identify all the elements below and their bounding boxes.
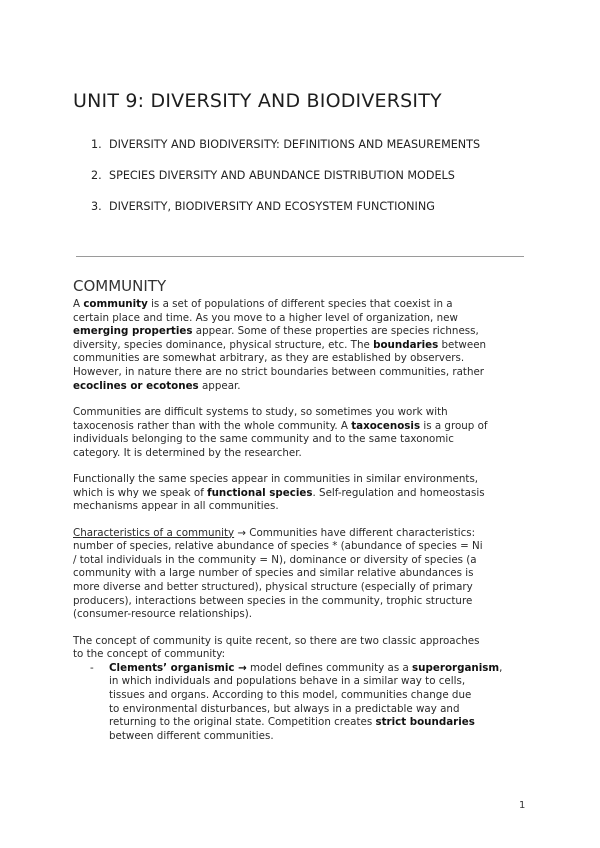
text-line: between different communities.	[109, 729, 274, 742]
text-run: which is why we speak of	[73, 486, 208, 499]
paragraph-functional-species	[73, 473, 531, 514]
text-run: appear.	[198, 379, 241, 392]
section-heading: COMMUNITY	[73, 277, 167, 295]
body-text	[73, 298, 531, 743]
bold-term: taxocenosis	[351, 419, 421, 432]
text-line: (consumer-resource relationships).	[73, 608, 253, 621]
paragraph-characteristics	[73, 527, 531, 622]
text-line: to the concept of community:	[73, 648, 226, 661]
bold-term: superorganism	[412, 661, 500, 674]
list-item	[73, 662, 531, 744]
underlined-term: Characteristics of a community	[73, 526, 235, 539]
text-line: However, in nature there are no strict boundaries between communities, rather	[73, 365, 485, 378]
bold-term: functional species	[207, 486, 313, 499]
text-line: to environmental disturbances, but always in a predictable way and	[109, 702, 460, 715]
text-line: community with a large number of species and similar relative abundances is	[73, 567, 474, 580]
text-line: producers), interactions between species in the community, trophic structure	[73, 594, 473, 607]
bold-term: Clements’ organismic →	[109, 661, 247, 674]
text-run: ,	[499, 661, 503, 674]
paragraph-taxocenosis	[73, 406, 531, 460]
paragraph-approaches	[73, 635, 531, 662]
page-title: UNIT 9: DIVERSITY AND BIODIVERSITY	[73, 90, 442, 112]
bullet-list	[73, 662, 531, 744]
text-line	[73, 380, 531, 394]
toc-item-number: 3.	[91, 200, 102, 213]
toc-item-number: 1.	[91, 138, 102, 151]
text-line	[109, 662, 531, 676]
toc-item-text: SPECIES DIVERSITY AND ABUNDANCE DISTRIBUTION MODELS	[109, 169, 455, 182]
text-run: → Communities have different characteristics:	[234, 526, 476, 539]
text-line	[109, 716, 531, 730]
text-line: / total individuals in the community = N), dominance or diversity of species (a	[73, 553, 477, 566]
text-line: Functionally the same species appear in communities in similar environments,	[73, 473, 479, 486]
bullet-dash: -	[90, 661, 94, 674]
text-run: appear. Some of these properties are species richness,	[192, 325, 479, 338]
text-line	[73, 420, 531, 434]
text-line	[73, 325, 531, 339]
text-line: in which individuals and populations behave in a similar way to cells,	[109, 675, 466, 688]
text-line: The concept of community is quite recent, so there are two classic approaches	[73, 634, 480, 647]
bold-term: strict boundaries	[375, 716, 475, 729]
text-line: individuals belonging to the same community and to the same taxonomic	[73, 433, 454, 446]
toc-item-number: 2.	[91, 169, 102, 182]
text-line: Communities are difficult systems to study, so sometimes you work with	[73, 405, 448, 418]
text-line: communities are somewhat arbitrary, as they are established by observers.	[73, 352, 465, 365]
text-run: A	[73, 298, 84, 310]
text-line	[73, 527, 531, 541]
text-run: between	[438, 338, 487, 351]
toc-item	[91, 199, 480, 230]
table-of-contents	[91, 137, 480, 230]
text-line: category. It is determined by the researcher.	[73, 446, 302, 459]
page-number: 1	[519, 800, 526, 811]
text-line	[73, 339, 531, 353]
text-run: model defines community as a	[246, 661, 413, 674]
text-line	[73, 487, 531, 501]
text-line: number of species, relative abundance of species * (abundance of species = Ni	[73, 540, 483, 553]
bold-term: ecoclines or ecotones	[73, 379, 199, 392]
text-run: . Self-regulation and homeostasis	[312, 486, 485, 499]
toc-item	[91, 168, 480, 199]
bold-term: boundaries	[373, 338, 439, 351]
text-line: more diverse and better structured), physical structure (especially of primary	[73, 581, 473, 594]
text-line: tissues and organs. According to this model, communities change due	[109, 689, 472, 702]
text-run: taxocenosis rather than with the whole community. A	[73, 419, 352, 432]
bold-term: community	[83, 298, 148, 310]
text-run: is a set of populations of different species that coexist in a	[147, 298, 453, 310]
text-run: is a group of	[420, 419, 488, 432]
horizontal-divider	[76, 256, 524, 257]
bold-term: emerging properties	[73, 325, 193, 338]
toc-item-text: DIVERSITY, BIODIVERSITY AND ECOSYSTEM FUNCTIONING	[109, 200, 435, 213]
toc-item	[91, 137, 480, 168]
text-line	[73, 298, 531, 312]
text-run: diversity, species dominance, physical structure, etc. The	[73, 338, 374, 351]
text-line: mechanisms appear in all communities.	[73, 500, 279, 513]
toc-item-text: DIVERSITY AND BIODIVERSITY: DEFINITIONS AND MEASUREMENTS	[109, 138, 481, 151]
text-line: certain place and time. As you move to a higher level of organization, new	[73, 311, 458, 324]
paragraph-community-definition	[73, 298, 531, 393]
text-run: returning to the original state. Competition creates	[109, 716, 376, 729]
